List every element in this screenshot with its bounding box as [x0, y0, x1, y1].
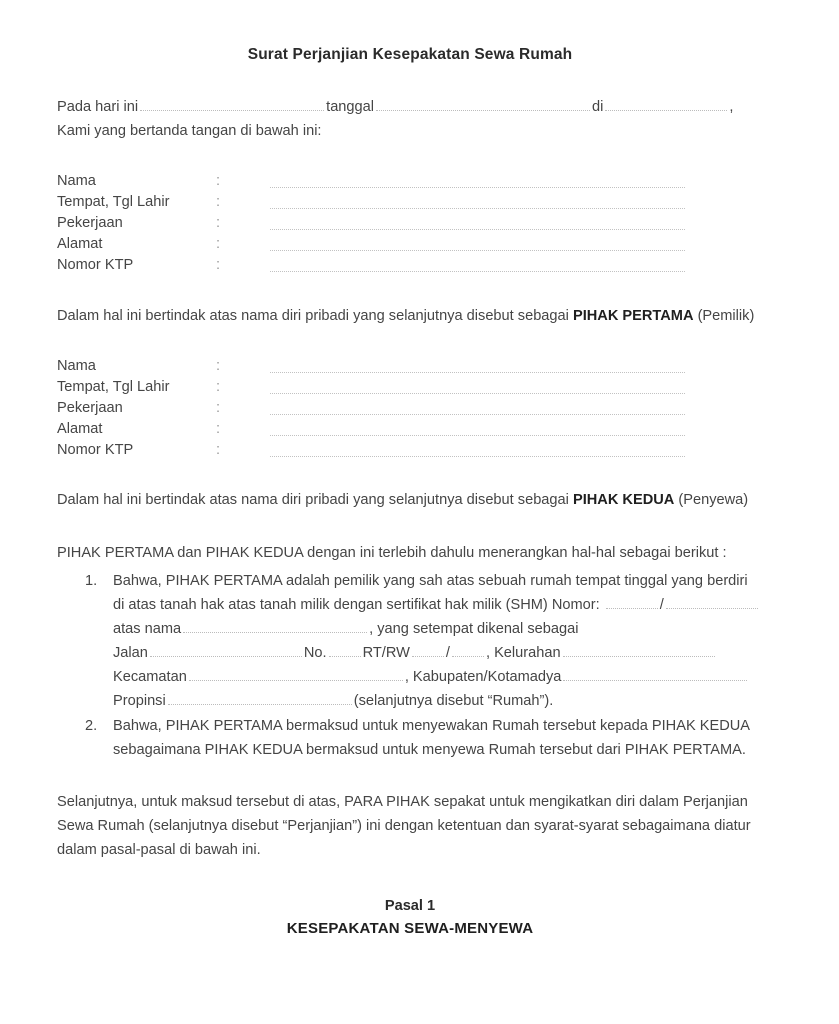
clause-1-kelurahan-label: , Kelurahan — [485, 645, 561, 661]
clause-1-propinsi-label: Propinsi — [113, 693, 166, 709]
table-row — [57, 213, 689, 234]
intro-text-4: , Kami yang bertanda tangan di bawah ini: — [57, 99, 734, 139]
dotted-line — [270, 197, 685, 209]
dotted-line — [270, 218, 685, 230]
blank-atas-nama[interactable] — [183, 620, 367, 633]
label-nomor-ktp: Nomor KTP — [57, 257, 134, 273]
field-alamat-second[interactable] — [270, 419, 689, 440]
label-alamat: Alamat — [57, 421, 103, 437]
colon-pekerjaan: : — [216, 215, 221, 231]
dotted-line — [270, 260, 685, 272]
blank-hari[interactable] — [140, 98, 324, 111]
second-party-text-after: (Penyewa) — [674, 492, 749, 508]
clause-1-kabupaten-label: , Kabupaten/Kotamadya — [404, 669, 562, 685]
blank-kabupaten[interactable] — [563, 668, 747, 681]
intro-text-1: Pada hari ini — [57, 99, 139, 115]
clause-1-slash: / — [659, 597, 664, 613]
field-tempat-tgl-lahir-second[interactable] — [270, 377, 689, 398]
identity-block-first-party — [57, 171, 689, 276]
clause-list — [57, 569, 763, 762]
colon-nama: : — [216, 173, 221, 189]
blank-kecamatan[interactable] — [189, 668, 403, 681]
document-body — [57, 0, 763, 940]
blank-jalan[interactable] — [150, 644, 302, 657]
dotted-line — [270, 445, 685, 457]
field-nomor-ktp-first[interactable] — [270, 255, 689, 276]
colon-alamat: : — [216, 236, 221, 252]
list-item — [57, 714, 763, 762]
preamble-paragraph: PIHAK PERTAMA dan PIHAK KEDUA dengan ini terlebih dahulu menerangkan hal-hal sebagai berikut : — [57, 545, 727, 561]
dotted-line — [270, 382, 685, 394]
label-pekerjaan: Pekerjaan — [57, 215, 123, 231]
dotted-line — [270, 176, 685, 188]
field-tempat-tgl-lahir-first[interactable] — [270, 192, 689, 213]
list-item — [57, 569, 763, 713]
clause-1-addr-tail: (selanjutnya disebut “Rumah”). — [353, 693, 554, 709]
pasal-title: KESEPAKATAN SEWA-MENYEWA — [286, 920, 534, 937]
closing-paragraph: Selanjutnya, untuk maksud tersebut di atas, PARA PIHAK sepakat untuk mengikatkan diri dalam Perjanjian Sewa Rumah (selanjutnya disebut “Perjanjian”) ini dengan ketentuan dan syarat-syarat sebagaimana diatur dalam pasal-pasal di bawah ini. — [57, 794, 751, 858]
clause-1-rtrw-slash: / — [445, 645, 450, 661]
label-nomor-ktp: Nomor KTP — [57, 442, 134, 458]
colon-nama: : — [216, 358, 221, 374]
table-row — [57, 419, 689, 440]
blank-rt[interactable] — [412, 644, 444, 657]
blank-nomor-rumah[interactable] — [329, 644, 361, 657]
clause-marker-1: 1. — [85, 573, 98, 589]
colon-nomor-ktp: : — [216, 257, 221, 273]
label-nama: Nama — [57, 173, 96, 189]
clause-1-jalan-label: Jalan — [113, 645, 148, 661]
field-nomor-ktp-second[interactable] — [270, 440, 689, 461]
dotted-line — [270, 239, 685, 251]
table-row — [57, 356, 689, 377]
first-party-designation — [57, 304, 763, 328]
blank-rw[interactable] — [452, 644, 484, 657]
field-pekerjaan-second[interactable] — [270, 398, 689, 419]
label-tempat-tgl-lahir: Tempat, Tgl Lahir — [57, 379, 170, 395]
blank-kelurahan[interactable] — [563, 644, 715, 657]
table-row — [57, 440, 689, 461]
intro-paragraph — [57, 95, 763, 143]
page-title: Surat Perjanjian Kesepakatan Sewa Rumah — [247, 46, 573, 63]
pasal-number: Pasal 1 — [384, 898, 436, 914]
dotted-line — [270, 403, 685, 415]
colon-tempat-tgl-lahir: : — [216, 194, 221, 210]
clause-1-kecamatan-label: Kecamatan — [113, 669, 187, 685]
table-row — [57, 255, 689, 276]
clause-1-text-2: atas nama — [113, 621, 182, 637]
field-nama-first[interactable] — [270, 171, 689, 192]
second-party-text-before: Dalam hal ini bertindak atas nama diri pribadi yang selanjutnya disebut sebagai — [57, 492, 573, 508]
label-tempat-tgl-lahir: Tempat, Tgl Lahir — [57, 194, 170, 210]
dotted-line — [270, 361, 685, 373]
label-pekerjaan: Pekerjaan — [57, 400, 123, 416]
table-row — [57, 171, 689, 192]
clause-2-text: Bahwa, PIHAK PERTAMA bermaksud untuk menyewakan Rumah tersebut kepada PIHAK KEDUA sebagaimana PIHAK KEDUA bermaksud untuk menyewa Rumah tersebut dari PIHAK PERTAMA. — [113, 718, 750, 758]
blank-propinsi[interactable] — [168, 692, 352, 705]
clause-1-text-3: , yang setempat dikenal sebagai — [369, 621, 579, 637]
table-row — [57, 234, 689, 255]
first-party-text-before: Dalam hal ini bertindak atas nama diri pribadi yang selanjutnya disebut sebagai — [57, 308, 573, 324]
clause-1-no-label: No. — [303, 645, 327, 661]
first-party-text-after: (Pemilik) — [693, 308, 755, 324]
clause-1-rtrw-label: RT/RW — [362, 645, 410, 661]
blank-tempat[interactable] — [605, 98, 727, 111]
clause-1-text-1: Bahwa, PIHAK PERTAMA adalah pemilik yang sah atas sebuah rumah tempat tinggal yang berdiri di atas tanah hak atas tanah milik dengan sertifikat hak milik (SHM) Nomor: — [113, 573, 748, 613]
field-alamat-first[interactable] — [270, 234, 689, 255]
dotted-line — [270, 424, 685, 436]
field-pekerjaan-first[interactable] — [270, 213, 689, 234]
colon-alamat: : — [216, 421, 221, 437]
first-party-label: PIHAK PERTAMA — [572, 308, 694, 324]
colon-nomor-ktp: : — [216, 442, 221, 458]
table-row — [57, 398, 689, 419]
second-party-designation — [57, 488, 763, 512]
label-alamat: Alamat — [57, 236, 103, 252]
second-party-label: PIHAK KEDUA — [572, 492, 675, 508]
colon-pekerjaan: : — [216, 400, 221, 416]
field-nama-second[interactable] — [270, 356, 689, 377]
clause-marker-2: 2. — [85, 718, 98, 734]
label-nama: Nama — [57, 358, 96, 374]
blank-tanggal[interactable] — [376, 98, 590, 111]
table-row — [57, 377, 689, 398]
pasal-heading — [57, 895, 763, 940]
identity-block-second-party — [57, 356, 689, 461]
blank-shm-part1[interactable] — [606, 596, 658, 609]
intro-text-3: di — [592, 99, 604, 115]
intro-text-2: tanggal — [326, 99, 375, 115]
blank-shm-part2[interactable] — [666, 596, 758, 609]
table-row — [57, 192, 689, 213]
colon-tempat-tgl-lahir: : — [216, 379, 221, 395]
